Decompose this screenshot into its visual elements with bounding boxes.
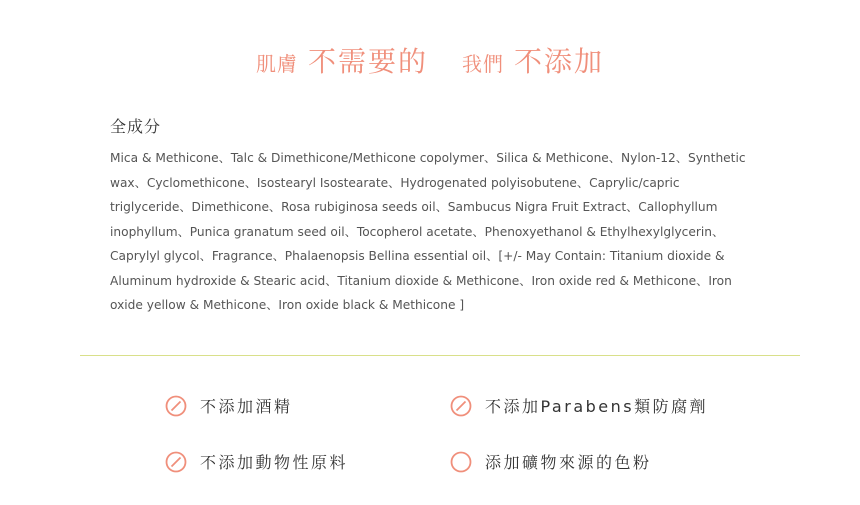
title-skin: 肌膚 xyxy=(255,52,298,76)
ingredients-heading: 全成分 xyxy=(110,117,162,136)
feature-label: 不添加酒精 xyxy=(200,397,293,416)
feature-label: 不添加動物性原料 xyxy=(200,453,349,472)
title-we: 我們 xyxy=(462,52,504,76)
feature-no-animal xyxy=(165,450,348,473)
ingredients-list: Mica & Methicone、Talc & Dimethicone/Methicone copolymer、Silica & Methicone、Nylon-12、Synthetic wax、Cyclomethicone、Isostearyl Isostearate、Hydrogenated polyisobutene、Caprylic/capric triglyceride、Dimethicone、Rosa rubiginosa seeds oil、Sambucus Nigra Fruit Extract、Callophyllum inophyllum、Punica granatum seed oil、Tocopherol acetate、Phenoxyethanol & Ethylhexylglycerin、Caprylyl glycol、Fragrance、Phalaenopsis Bellina essential oil、[+/- May Contain: Titanium dioxide & Aluminum hydroxide & Stearic acid、Titanium dioxide & Methicone、Iron oxide red & Methicone、Iron oxide yellow & Methicone、Iron oxide black & Methicone ] xyxy=(110,151,746,312)
title-no-add: 不添加 xyxy=(514,45,605,78)
prohibited-icon xyxy=(165,395,187,417)
page-title xyxy=(0,40,860,80)
feature-label: 添加礦物來源的色粉 xyxy=(485,453,652,472)
feature-label: 不添加Parabens類防腐劑 xyxy=(485,397,709,416)
circle-icon xyxy=(450,451,472,473)
feature-mineral-pigment xyxy=(450,450,652,473)
section-divider xyxy=(80,355,800,356)
feature-no-alcohol xyxy=(165,394,293,417)
prohibited-icon xyxy=(165,451,187,473)
title-not-needed: 不需要的 xyxy=(307,45,428,78)
prohibited-icon xyxy=(450,395,472,417)
feature-no-parabens xyxy=(450,394,708,417)
